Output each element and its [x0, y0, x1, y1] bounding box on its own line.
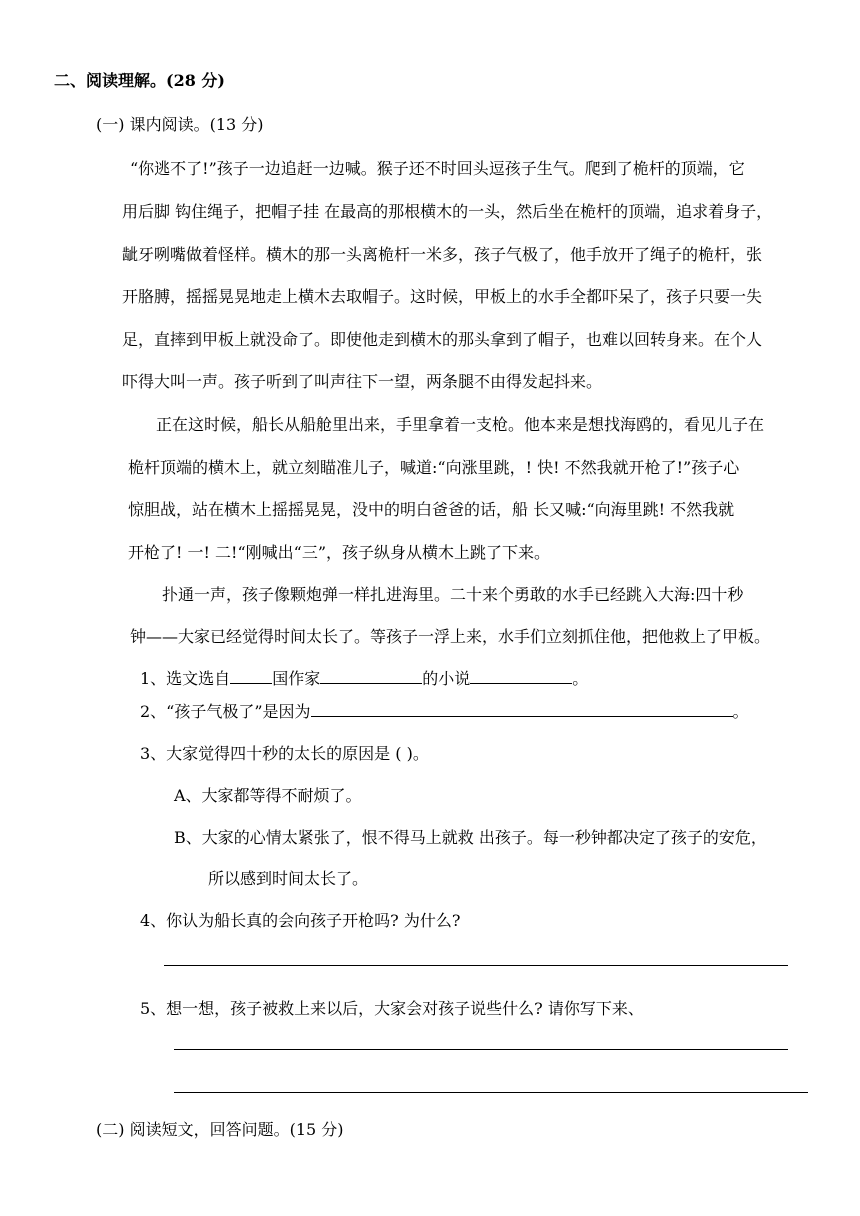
answer-line-q4[interactable]	[164, 965, 788, 966]
answer-blank-country[interactable]	[230, 667, 272, 684]
question-4: 4、你认为船长真的会向孩子开枪吗? 为什么?	[140, 911, 461, 930]
question-1-text-c: 的小说	[422, 669, 471, 688]
passage-line: “你逃不了!”孩子一边追赶一边喊。猴子还不时回头逗孩子生气。爬到了桅杆的顶端，它	[130, 159, 745, 178]
question-2-end: 。	[732, 702, 749, 721]
passage-line: 钟——大家已经觉得时间太长了。等孩子一浮上来，水手们立刻抓住他，把他救上了甲板。	[130, 627, 771, 646]
answer-blank-novel[interactable]	[470, 667, 572, 684]
question-1-text-a: 1、选文选自	[140, 669, 231, 688]
question-2-text: 2、“孩子气极了”是因为	[140, 702, 311, 721]
passage-line: 扑通一声，孩子像颗炮弹一样扎进海里。二十来个勇敢的水手已经跳入大海:四十秒	[162, 585, 744, 604]
question-5: 5、想一想，孩子被救上来以后，大家会对孩子说些什么? 请你写下来、	[140, 999, 644, 1018]
passage-line: 龇牙咧嘴做着怪样。横木的那一头离桅杆一米多，孩子气极了，他手放开了绳子的桅杆，张	[122, 245, 763, 264]
passage-line: 惊胆战，站在横木上摇摇晃晃，没中的明白爸爸的话，船 长又喊:“向海里跳! 不然我就	[128, 500, 735, 519]
question-1-end: 。	[572, 669, 589, 688]
option-a: A、大家都等得不耐烦了。	[174, 786, 362, 805]
passage-line: 正在这时候，船长从船舱里出来，手里拿着一支枪。他本来是想找海鸥的，看见儿子在	[156, 415, 765, 434]
passage-line: 吓得大叫一声。孩子听到了叫声往下一望，两条腿不由得发起抖来。	[122, 372, 603, 391]
option-b: B、大家的心情太紧张了，恨不得马上就救 出孩子。每一秒钟都决定了孩子的安危，	[174, 828, 767, 847]
answer-line-q5-1[interactable]	[174, 1049, 788, 1050]
part1-heading: (一) 课内阅读。(13 分)	[96, 115, 264, 134]
section-title: 二、阅读理解。(28 分)	[54, 71, 225, 90]
passage-line: 开胳膊，摇摇晃晃地走上横木去取帽子。这时候，甲板上的水手全都吓呆了，孩子只要一失	[122, 287, 763, 306]
part2-heading: (二) 阅读短文，回答问题。(15 分)	[96, 1120, 344, 1139]
question-2	[140, 699, 749, 722]
passage-line: 用后脚 钩住绳子，把帽子挂 在最高的那根横木的一头，然后坐在桅杆的顶端，追求着身子，	[122, 202, 773, 221]
answer-blank-author[interactable]	[320, 667, 422, 684]
answer-line-q5-2[interactable]	[174, 1092, 808, 1093]
passage-line: 桅杆顶端的横木上，就立刻瞄准儿子，喊道:“向涨里跳，! 快! 不然我就开枪了!”孩子心	[128, 458, 740, 477]
passage-line: 开枪了! 一! 二!“刚喊出“三”，孩子纵身从横木上跳了下来。	[128, 543, 551, 562]
question-3: 3、大家觉得四十秒的太长的原因是 ( )。	[140, 744, 429, 763]
answer-blank-reason[interactable]	[311, 700, 733, 717]
question-1	[140, 666, 588, 689]
option-b-continued: 所以感到时间太长了。	[208, 869, 369, 888]
passage-line: 足，直摔到甲板上就没命了。即使他走到横木的那头拿到了帽子，也难以回转身来。在个人	[122, 330, 763, 349]
question-1-text-b: 国作家	[272, 669, 321, 688]
